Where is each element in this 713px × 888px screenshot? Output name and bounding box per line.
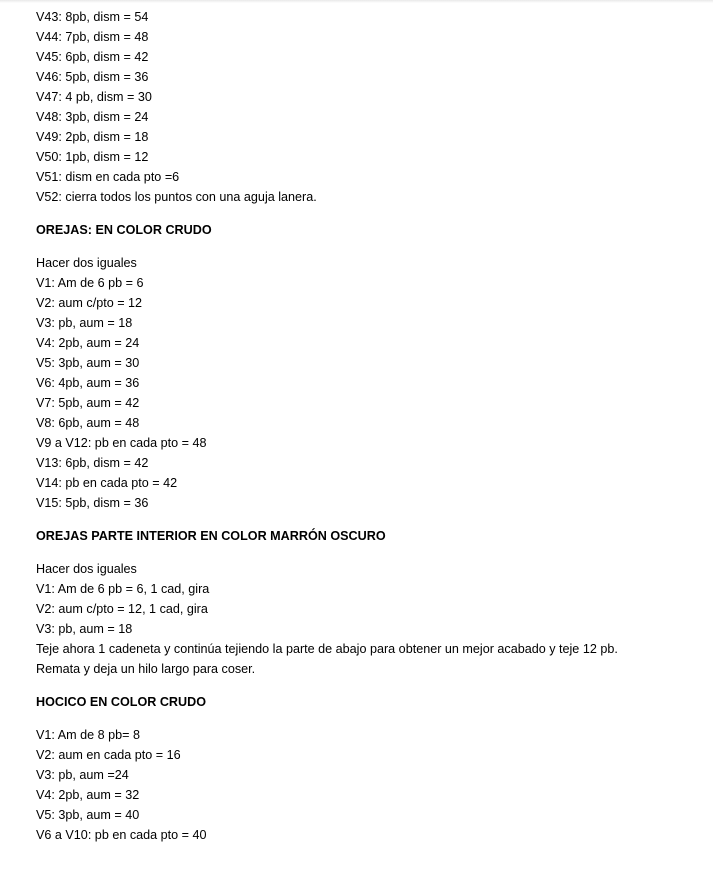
- pattern-row: V13: 6pb, dism = 42: [36, 456, 149, 470]
- pattern-row: V1: Am de 6 pb = 6: [36, 276, 144, 290]
- top-edge-shadow: [0, 0, 713, 3]
- pattern-row: V4: 2pb, aum = 32: [36, 788, 140, 802]
- pattern-row: V3: pb, aum = 18: [36, 316, 133, 330]
- pattern-row: V3: pb, aum = 18: [36, 622, 133, 636]
- pattern-row: Teje ahora 1 cadeneta y continúa tejiendo la parte de abajo para obtener un mejor acabado y teje 12 pb.: [36, 642, 618, 656]
- pattern-row: V49: 2pb, dism = 18: [36, 130, 149, 144]
- pattern-row: V51: dism en cada pto =6: [36, 170, 180, 184]
- pattern-row: V52: cierra todos los puntos con una aguja lanera.: [36, 190, 317, 204]
- pattern-row: V47: 4 pb, dism = 30: [36, 90, 152, 104]
- section-orejas-interior: [36, 526, 706, 679]
- section-heading: OREJAS: EN COLOR CRUDO: [36, 223, 212, 237]
- pattern-row: V2: aum en cada pto = 16: [36, 748, 181, 762]
- document-page: [36, 7, 706, 845]
- pattern-row: V9 a V12: pb en cada pto = 48: [36, 436, 207, 450]
- pattern-row: V7: 5pb, aum = 42: [36, 396, 140, 410]
- pattern-row: V5: 3pb, aum = 30: [36, 356, 140, 370]
- section-heading: OREJAS PARTE INTERIOR EN COLOR MARRÓN OSCURO: [36, 529, 386, 543]
- pattern-row: V44: 7pb, dism = 48: [36, 30, 149, 44]
- pattern-row: Hacer dos iguales: [36, 256, 137, 270]
- pattern-row: V50: 1pb, dism = 12: [36, 150, 149, 164]
- section-top: [36, 7, 706, 207]
- pattern-row: V8: 6pb, aum = 48: [36, 416, 140, 430]
- pattern-row: V2: aum c/pto = 12: [36, 296, 143, 310]
- pattern-row: V46: 5pb, dism = 36: [36, 70, 149, 84]
- pattern-row: V48: 3pb, dism = 24: [36, 110, 149, 124]
- pattern-row: V6: 4pb, aum = 36: [36, 376, 140, 390]
- pattern-row: V43: 8pb, dism = 54: [36, 10, 149, 24]
- pattern-row: V2: aum c/pto = 12, 1 cad, gira: [36, 602, 208, 616]
- pattern-row: Hacer dos iguales: [36, 562, 137, 576]
- section-heading: HOCICO EN COLOR CRUDO: [36, 695, 207, 709]
- pattern-row: V6 a V10: pb en cada pto = 40: [36, 828, 207, 842]
- pattern-row: V5: 3pb, aum = 40: [36, 808, 140, 822]
- pattern-row: V3: pb, aum =24: [36, 768, 129, 782]
- pattern-row: Remata y deja un hilo largo para coser.: [36, 662, 256, 676]
- pattern-row: V1: Am de 6 pb = 6, 1 cad, gira: [36, 582, 210, 596]
- pattern-row: V15: 5pb, dism = 36: [36, 496, 149, 510]
- pattern-row: V4: 2pb, aum = 24: [36, 336, 140, 350]
- pattern-row: V14: pb en cada pto = 42: [36, 476, 178, 490]
- section-orejas: [36, 220, 706, 513]
- pattern-row: V1: Am de 8 pb= 8: [36, 728, 140, 742]
- section-hocico: [36, 692, 706, 845]
- pattern-row: V45: 6pb, dism = 42: [36, 50, 149, 64]
